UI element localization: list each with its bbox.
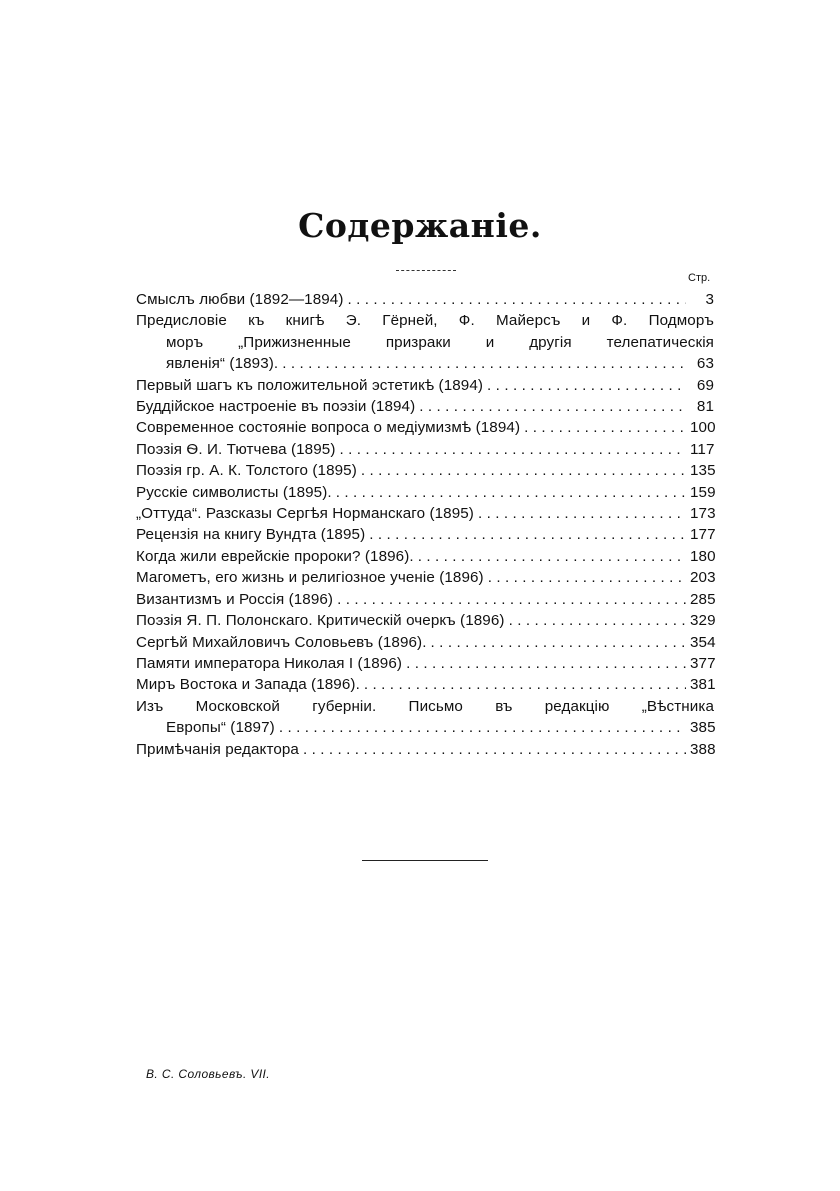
dot-leader bbox=[488, 567, 686, 588]
dot-leader bbox=[487, 375, 686, 396]
toc-entry-multiline bbox=[136, 310, 714, 374]
toc-entry-page: 381 bbox=[690, 676, 716, 694]
toc-entry-continuation bbox=[136, 353, 714, 374]
toc-entry-page: 81 bbox=[696, 398, 714, 416]
toc-entry-page: 377 bbox=[690, 654, 716, 672]
toc-entry-title-line: Изъ Московской губерніи. Письмо въ редакцію „Вѣстника bbox=[136, 697, 714, 715]
toc-entry-title: Смыслъ любви (1892—1894) bbox=[136, 291, 344, 308]
toc-entry-title: Византизмъ и Россія (1896) bbox=[136, 590, 334, 608]
toc-entry bbox=[136, 460, 714, 481]
toc-entry-title: Когда жили еврейскіе пророки? (1896). bbox=[136, 547, 414, 565]
dot-leader bbox=[303, 739, 686, 760]
toc-entry-title: „Оттуда“. Разсказы Сергѣя Норманскаго (1895) bbox=[136, 505, 474, 523]
toc-entry-page: 285 bbox=[690, 590, 716, 608]
toc-entry bbox=[136, 289, 714, 310]
toc-entry-title: Буддійское настроеніе въ поэзіи (1894) bbox=[136, 398, 416, 416]
toc-entry-page: 173 bbox=[690, 505, 716, 523]
toc-entry-title: Рецензія на книгу Вундта (1895) bbox=[136, 526, 366, 544]
toc-entry-title: Русскіе символисты (1895). bbox=[136, 483, 332, 501]
toc-entry-title-line: Предисловіе къ книгѣ Э. Гёрней, Ф. Майерсъ и Ф. Подморъ bbox=[136, 312, 714, 330]
toc-entry-page: 135 bbox=[690, 462, 716, 480]
toc-entry-multiline bbox=[136, 696, 714, 739]
dot-leader bbox=[509, 610, 686, 631]
toc-entry-continuation: моръ „Прижизненные призраки и другія телепатическія bbox=[166, 333, 714, 351]
dot-leader bbox=[369, 524, 686, 545]
dot-leader bbox=[279, 717, 686, 738]
toc-entry-page: 100 bbox=[690, 419, 716, 437]
toc-entry-title: Памяти императора Николая I (1896) bbox=[136, 654, 403, 672]
toc-entry-title: Поэзія гр. А. К. Толстого (1895) bbox=[136, 462, 357, 480]
toc-entry-page: 385 bbox=[690, 719, 716, 737]
toc-entry-page: 177 bbox=[690, 526, 716, 544]
toc-entry bbox=[136, 396, 714, 417]
toc-entry bbox=[136, 739, 714, 760]
toc-entry-title: Магометъ, его жизнь и религіозное ученіе (1896) bbox=[136, 569, 484, 587]
toc-entry bbox=[136, 503, 714, 524]
dot-leader bbox=[282, 353, 686, 374]
toc-entry bbox=[136, 567, 714, 588]
toc-entry bbox=[136, 439, 714, 460]
toc-entry-page: 354 bbox=[690, 633, 716, 651]
toc-entry-page: 3 bbox=[705, 291, 714, 308]
toc-entry-title: Сергѣй Михайловичъ Соловьевъ (1896). bbox=[136, 633, 427, 651]
toc-entry bbox=[136, 653, 714, 674]
title-divider bbox=[396, 270, 456, 271]
toc-entry-page: 117 bbox=[690, 440, 715, 458]
toc-entry bbox=[136, 546, 714, 567]
toc-entry-title: Европы“ (1897) bbox=[166, 719, 275, 737]
page-title: Содержаніе. bbox=[298, 206, 542, 245]
toc-entry-title: Миръ Востока и Запада (1896). bbox=[136, 676, 360, 694]
toc-entry-page: 63 bbox=[696, 355, 714, 373]
toc-entry-title: Современное состояніе вопроса о медіумизмѣ (1894) bbox=[136, 419, 521, 437]
toc-entry bbox=[136, 524, 714, 545]
toc-entry-title: Примѣчанія редактора bbox=[136, 740, 299, 758]
toc-entry bbox=[136, 674, 714, 695]
toc-entry-page: 180 bbox=[690, 547, 716, 565]
toc-entry-page: 203 bbox=[690, 569, 716, 587]
toc-entry-title: явленія“ (1893). bbox=[166, 355, 279, 373]
toc-entry bbox=[136, 482, 714, 503]
dot-leader bbox=[419, 396, 686, 417]
toc-entry-page: 159 bbox=[690, 483, 716, 501]
toc-entry bbox=[136, 589, 714, 610]
dot-leader bbox=[361, 460, 686, 481]
page-column-header: Стр. bbox=[688, 272, 711, 284]
toc-entry-page: 329 bbox=[690, 612, 716, 630]
toc-entry bbox=[136, 632, 714, 653]
section-end-rule bbox=[362, 860, 488, 861]
dot-leader bbox=[524, 417, 686, 438]
toc-entry bbox=[136, 375, 714, 396]
toc-entry bbox=[136, 417, 714, 438]
toc-entry-page: 69 bbox=[696, 376, 714, 394]
dot-leader bbox=[431, 632, 686, 653]
dot-leader bbox=[364, 674, 686, 695]
table-of-contents bbox=[136, 289, 714, 760]
dot-leader bbox=[418, 546, 686, 567]
toc-entry bbox=[136, 610, 714, 631]
toc-entry-continuation bbox=[136, 717, 714, 738]
dot-leader bbox=[336, 482, 686, 503]
toc-entry-title: Поэзія Я. П. Полонскаго. Критическій очеркъ (1896) bbox=[136, 612, 505, 630]
dot-leader bbox=[337, 589, 686, 610]
toc-entry-title: Первый шагъ къ положительной эстетикѣ (1894) bbox=[136, 376, 484, 394]
dot-leader bbox=[339, 439, 686, 460]
toc-entry-title: Поэзія Ѳ. И. Тютчева (1895) bbox=[136, 440, 336, 458]
dot-leader bbox=[348, 289, 687, 310]
toc-entry-page: 388 bbox=[690, 740, 716, 758]
dot-leader bbox=[406, 653, 686, 674]
signature-line: В. С. Соловьевъ. VII. bbox=[146, 1067, 271, 1081]
dot-leader bbox=[478, 503, 686, 524]
